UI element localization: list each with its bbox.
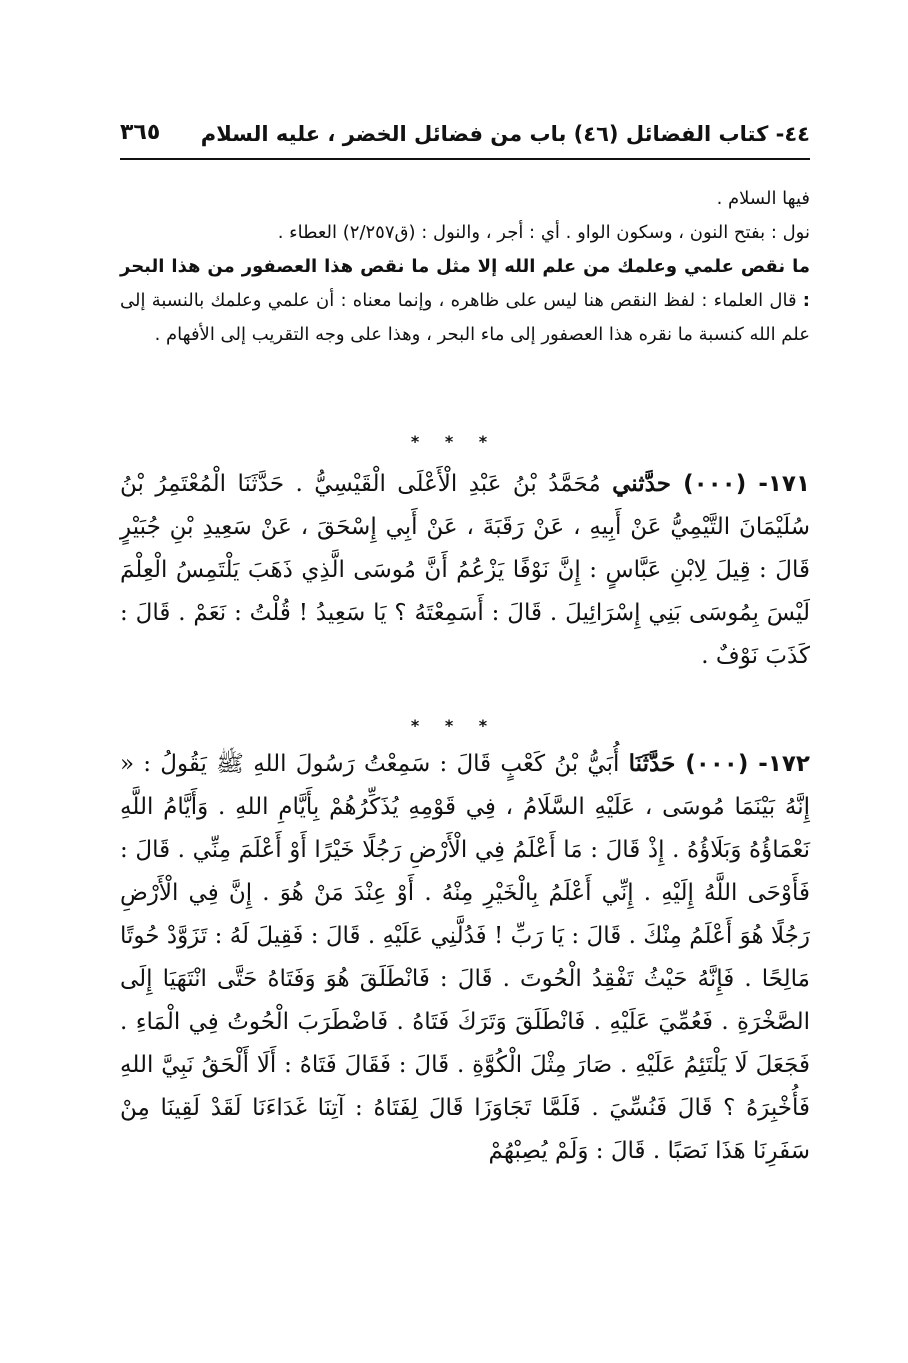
hadith-text: مُحَمَّدُ بْنُ عَبْدِ الْأَعْلَى الْقَيْسِيُّ . حَدَّثَنَا الْمُعْتَمِرُ بْنُ سُلَيْمَانَ التَّيْمِيُّ عَنْ أَبِيهِ ، عَنْ رَقَبَةَ ، عَنْ أَبِي إِسْحَقَ ، عَنْ سَعِيدِ بْنِ جُبَيْرٍ قَالَ : قِيلَ لِابْنِ عَبَّاسٍ : إِنَّ نَوْفًا يَزْعُمُ أَنَّ مُوسَى الَّذِي ذَهَبَ يَلْتَمِسُ الْعِلْمَ لَيْسَ بِمُوسَى بَنِي إِسْرَائِيلَ . قَالَ : أَسَمِعْتَهُ ؟ يَا سَعِيدُ ! قُلْتُ : نَعَمْ . قَالَ : كَذَبَ نَوْفٌ . (120, 471, 810, 669)
explanatory-notes (120, 182, 810, 352)
note-paragraph (120, 250, 810, 352)
note-text: قال العلماء : لفظ النقص هنا ليس على ظاهره ، وإنما معناه : أن علمي وعلمك بالنسبة إلى علم الله كنسبة ما نقره هذا العصفور إلى ماء البحر ، وهذا على وجه التقريب إلى الأفهام . (120, 290, 810, 345)
note-line: فيها السلام . (716, 188, 810, 209)
note-line: نول : بفتح النون ، وسكون الواو . أي : أجر ، والنول : (ق٢/٢٥٧) العطاء . (277, 222, 810, 243)
hadith-text: أُبَيُّ بْنُ كَعْبٍ قَالَ : سَمِعْتُ رَسُولَ اللهِ ﷺ يَقُولُ : « إِنَّهُ بَيْنَمَا مُوسَى ، عَلَيْهِ السَّلَامُ ، فِي قَوْمِهِ يُذَكِّرُهُمْ بِأَيَّامِ اللهِ . وَأَيَّامُ اللَّهِ نَعْمَاؤُهُ وَبَلَاؤُهُ . إِذْ قَالَ : مَا أَعْلَمُ فِي الْأَرْضِ رَجُلًا خَيْرًا أَوْ أَعْلَمَ مِنِّي . قَالَ : فَأَوْحَى اللَّهُ إِلَيْهِ . إِنِّي أَعْلَمُ بِالْخَيْرِ مِنْهُ . أَوْ عِنْدَ مَنْ هُوَ . إِنَّ فِي الْأَرْضِ رَجُلًا هُوَ أَعْلَمُ مِنْكَ . قَالَ : يَا رَبِّ ! فَدُلَّنِي عَلَيْهِ . قَالَ : فَقِيلَ لَهُ : تَزَوَّدْ حُوتًا مَالِحًا . فَإِنَّهُ حَيْثُ تَفْقِدُ الْحُوتَ . قَالَ : فَانْطَلَقَ هُوَ وَفَتَاهُ حَتَّى انْتَهَيَا إِلَى الصَّخْرَةِ . فَعُمِّيَ عَلَيْهِ . فَانْطَلَقَ وَتَرَكَ فَتَاهُ . فَاضْطَرَبَ الْحُوتُ فِي الْمَاءِ . فَجَعَلَ لَا يَلْتَئِمُ عَلَيْهِ . صَارَ مِثْلَ الْكُوَّةِ . قَالَ : فَقَالَ فَتَاهُ : أَلَا أَلْحَقُ نَبِيَّ اللهِ فَأُخْبِرَهُ ؟ قَالَ فَنُسِّيَ . فَلَمَّا تَجَاوَزَا قَالَ لِفَتَاهُ : آتِنَا غَدَاءَنَا لَقَدْ لَقِينَا مِنْ سَفَرِنَا هَذَا نَصَبًا . قَالَ : وَلَمْ يُصِبْهُمْ (120, 751, 810, 1164)
hadith-171 (120, 462, 810, 678)
hadith-number: ١٧١- (٠٠٠) (683, 471, 810, 497)
note-term: ما نقص علمي وعلمك من علم الله إلا مثل ما نقص هذا العصفور من هذا البحر : (120, 256, 810, 311)
page-number: ٣٦٥ (120, 120, 161, 145)
section-separator: * * * (410, 716, 498, 735)
running-head: ٤٤- كتاب الفضائل (٤٦) باب من فضائل الخضر ، عليه السلام (200, 122, 810, 146)
hadith-number: ١٧٢- (٠٠٠) (685, 751, 810, 777)
hadith-lead: حدَّثني (612, 470, 684, 497)
page-header (120, 118, 810, 160)
section-separator: * * * (410, 432, 498, 451)
hadith-172 (120, 742, 810, 1173)
hadith-lead: حَدَّثَنَا (628, 750, 686, 777)
